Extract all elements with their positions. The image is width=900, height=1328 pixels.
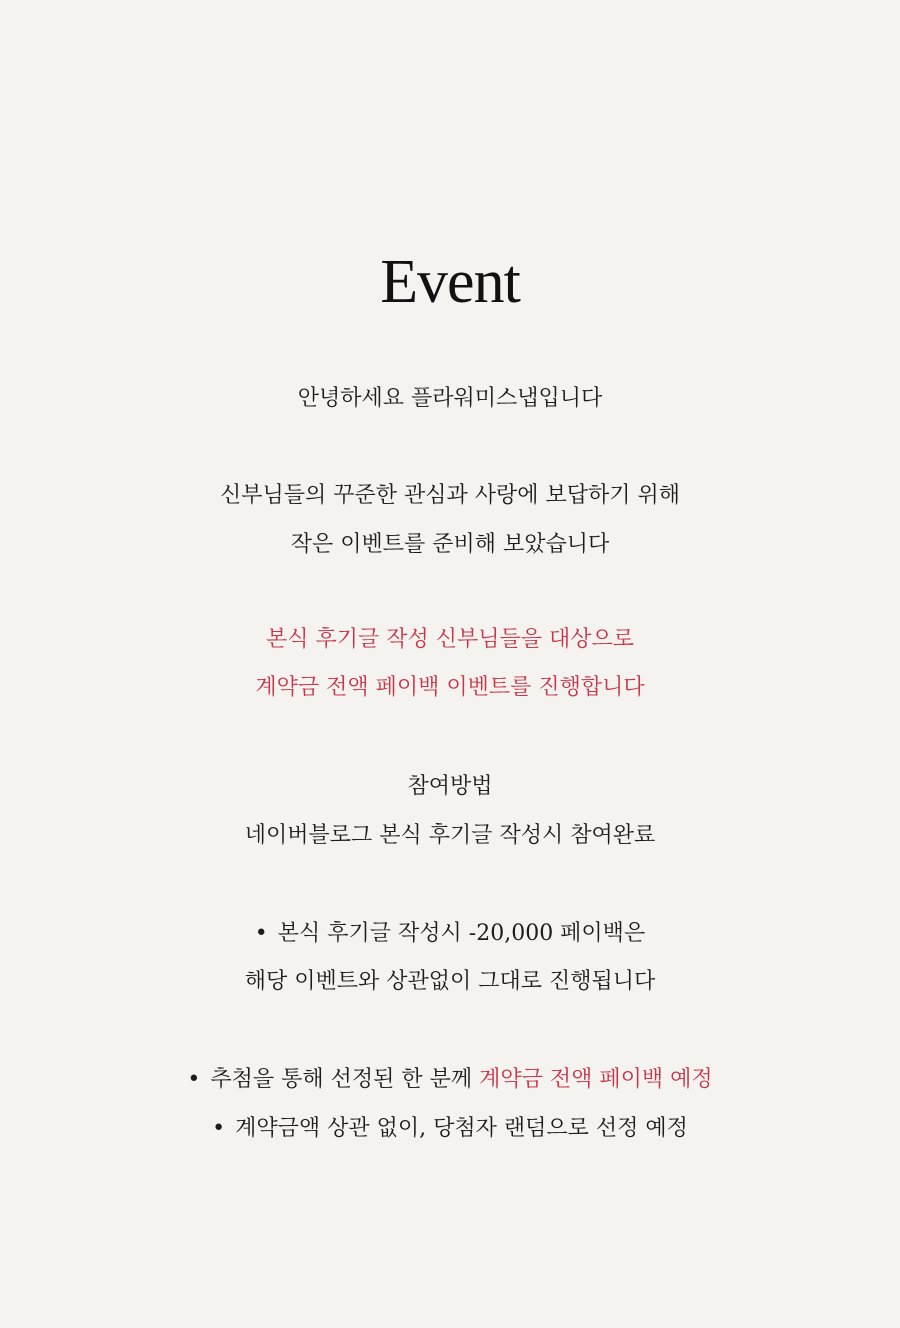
bullet-icon: •	[254, 921, 268, 946]
page-title: Event	[380, 248, 520, 316]
payback-note-line-2: 해당 이벤트와 상관없이 그대로 진행됩니다	[244, 969, 656, 994]
intro-line-2: 작은 이벤트를 준비해 보았습니다	[290, 532, 610, 557]
bullet-icon: •	[187, 1067, 201, 1092]
lottery-note-highlight: 계약금 전액 페이백 예정	[479, 1067, 713, 1092]
participation-text: 네이버블로그 본식 후기글 작성시 참여완료	[244, 823, 656, 848]
lottery-note-text: 추첨을 통해 선정된 한 분께	[210, 1067, 473, 1092]
bullet-icon: •	[212, 1116, 226, 1141]
highlight-line-1: 본식 후기글 작성 신부님들을 대상으로	[265, 627, 634, 652]
random-note	[0, 1113, 900, 1145]
greeting-text: 안녕하세요 플라워미스냅입니다	[297, 386, 603, 411]
payback-note-line-1	[0, 918, 900, 950]
intro-line-1: 신부님들의 꾸준한 관심과 사랑에 보답하기 위해	[219, 483, 680, 508]
lottery-note	[0, 1064, 900, 1096]
highlight-line-2: 계약금 전액 페이백 이벤트를 진행합니다	[255, 675, 645, 700]
payback-note-text: 본식 후기글 작성시 -20,000 페이백은	[277, 921, 646, 946]
participation-heading: 참여방법	[407, 774, 493, 799]
random-note-text: 계약금액 상관 없이, 당첨자 랜덤으로 선정 예정	[235, 1116, 688, 1141]
